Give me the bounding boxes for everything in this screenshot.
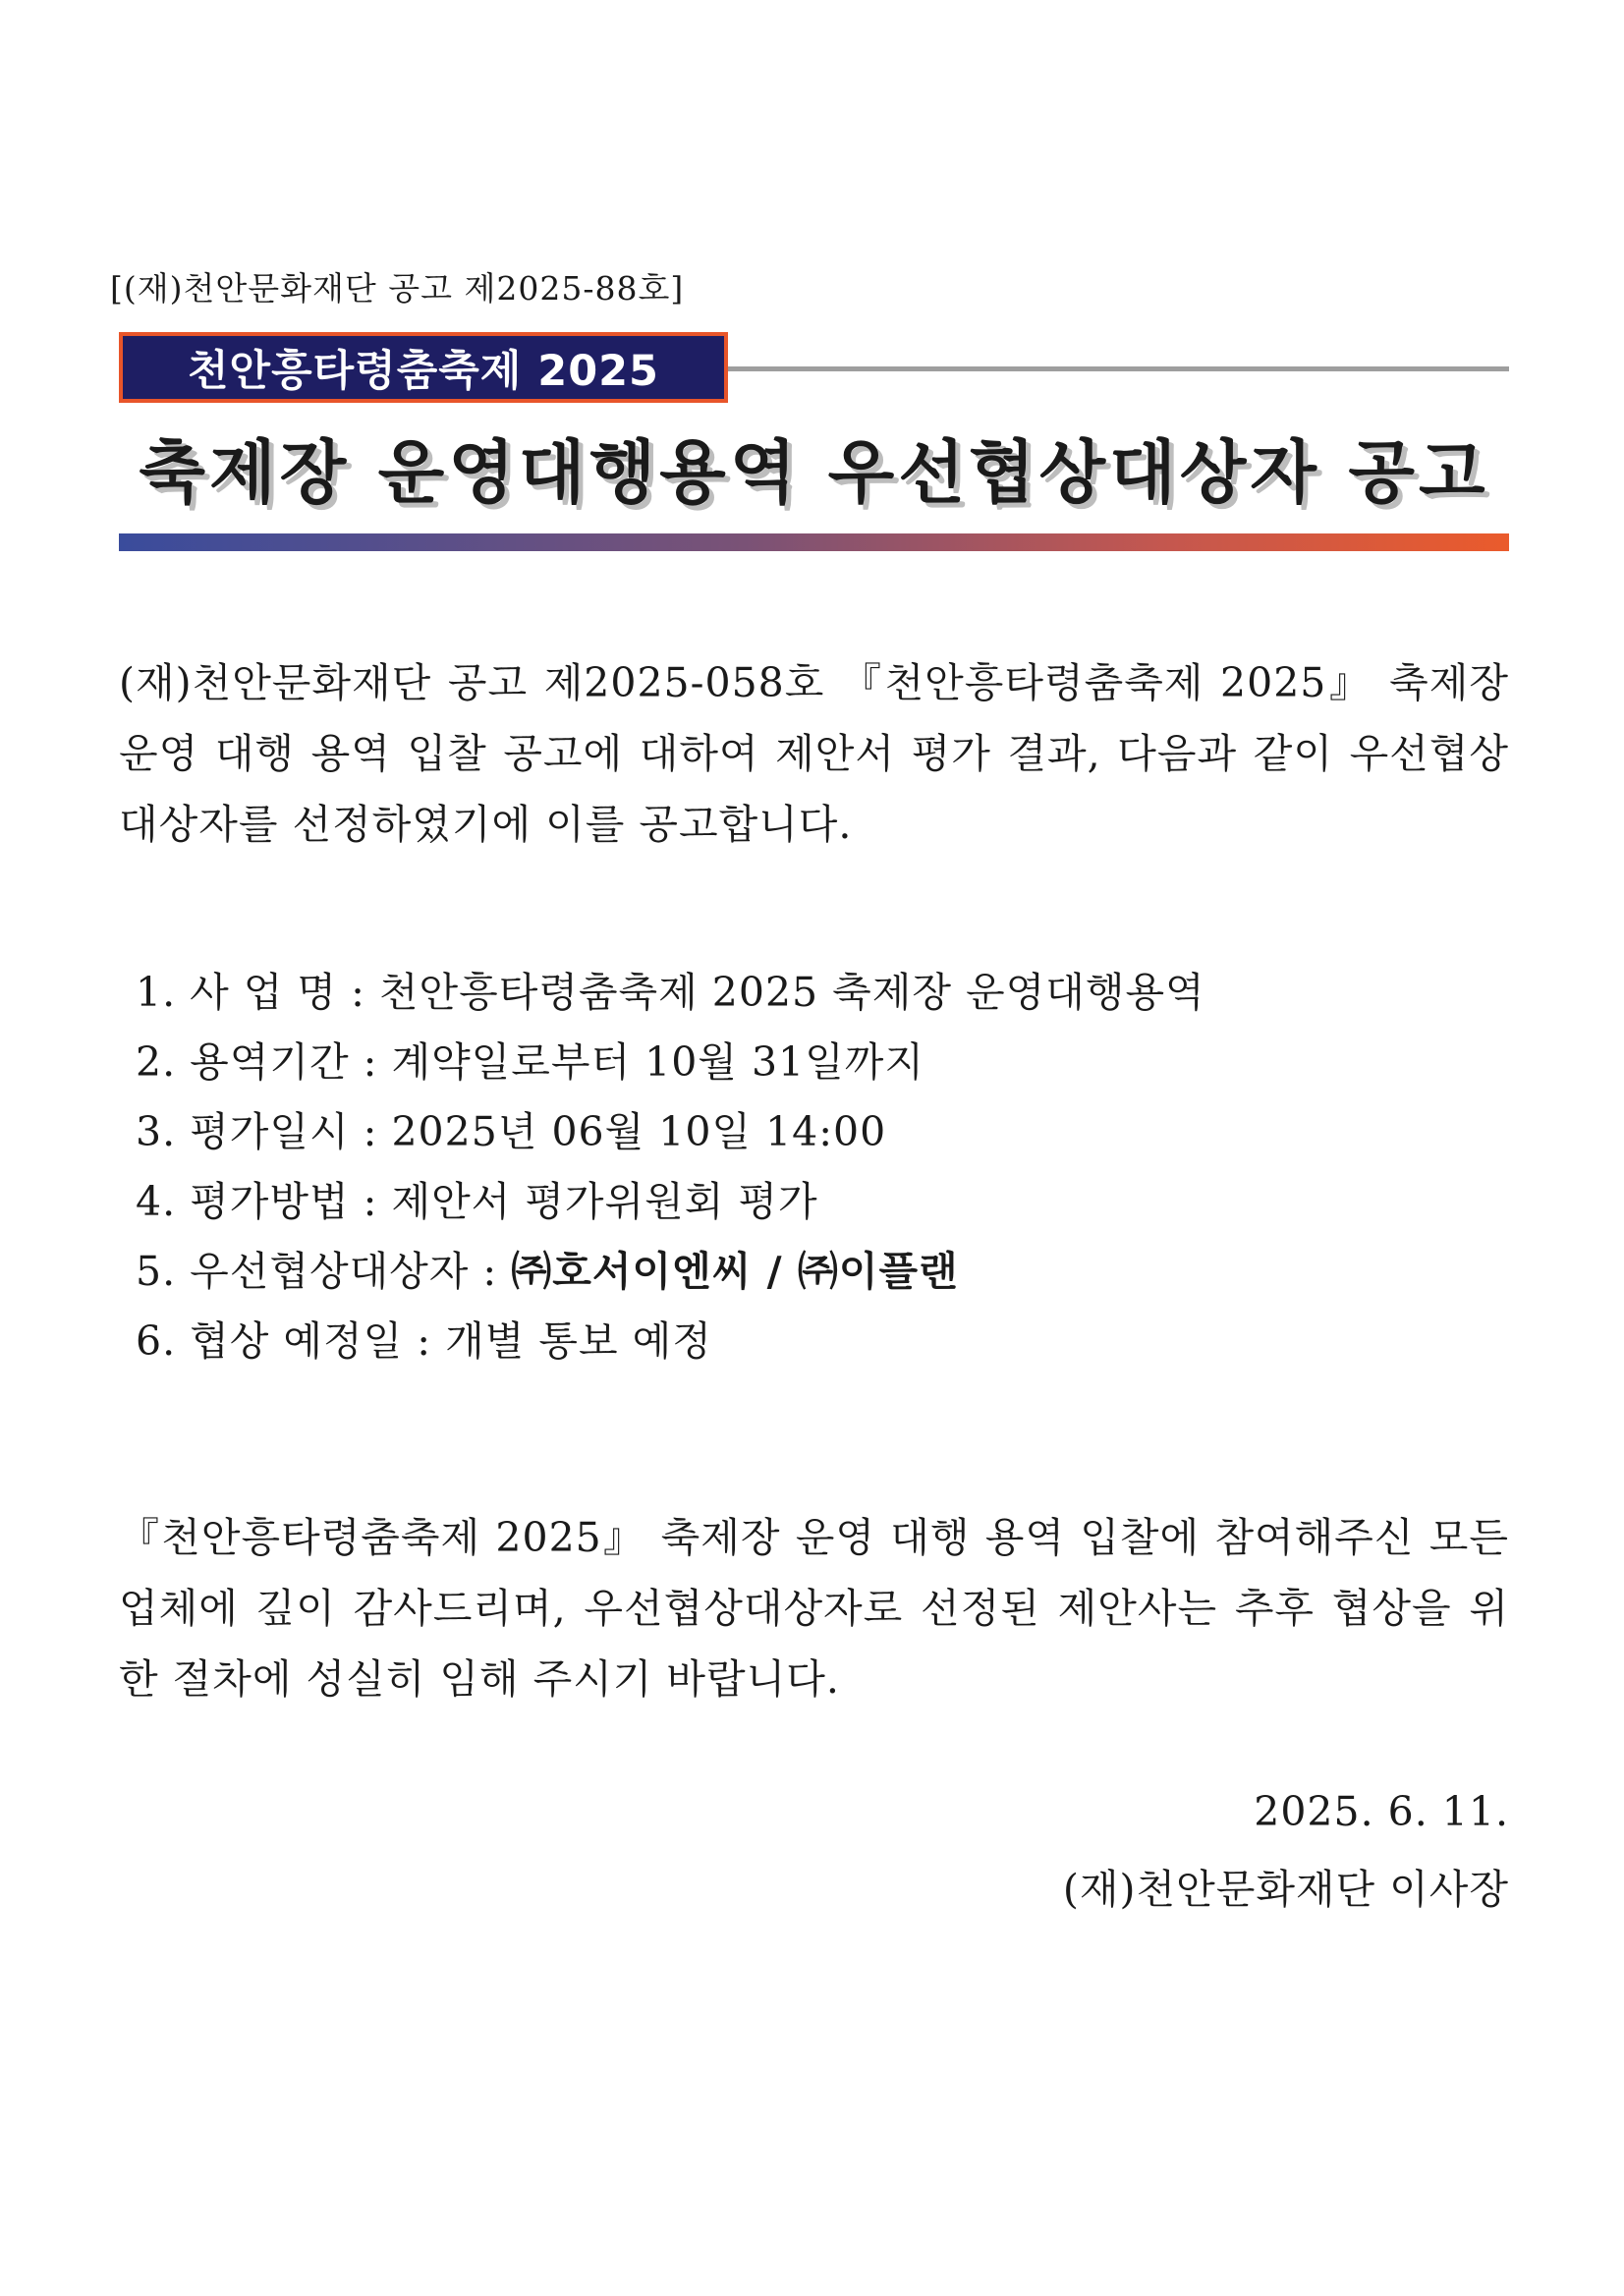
item-value: 계약일로부터 10월 31일까지 <box>391 1038 924 1086</box>
event-banner-text: 천안흥타령춤축제 2025 <box>188 346 659 396</box>
intro-paragraph: (재)천안문화재단 공고 제2025-058호 『천안흥타령춤축제 2025』 축제장 운영 대행 용역 입찰 공고에 대하여 제안서 평가 결과, 다음과 같이 우선협상대상자를 선정하였기에 이를 공고합니다. <box>119 659 1509 848</box>
list-item-evaluation-date <box>136 1097 1205 1167</box>
notice-number: [(재)천안문화재단 공고 제2025-88호] <box>110 269 685 308</box>
item-label: 2. 용역기간 : <box>136 1038 392 1086</box>
item-label: 3. 평가일시 : <box>136 1108 392 1155</box>
detail-list <box>136 958 1205 1376</box>
list-item-evaluation-method <box>136 1167 1205 1237</box>
item-label: 5. 우선협상대상자 : <box>136 1248 512 1295</box>
item-label: 6. 협상 예정일 : <box>136 1317 446 1365</box>
notice-date: 2025. 6. 11. <box>1254 1788 1509 1835</box>
item-label: 1. 사 업 명 : <box>136 969 379 1016</box>
list-item-preferred-bidder <box>136 1237 1205 1307</box>
page-title: 축제장 운영대행용역 우선협상대상자 공고 <box>139 432 1489 513</box>
item-value-bidder: ㈜호서이엔씨 / ㈜이플랜 <box>511 1248 959 1295</box>
item-value: 개별 통보 예정 <box>445 1317 712 1365</box>
event-banner <box>119 332 728 403</box>
banner-divider <box>728 366 1509 371</box>
list-item-business-name <box>136 958 1205 1028</box>
closing-paragraph: 『천안흥타령춤축제 2025』 축제장 운영 대행 용역 입찰에 참여해주신 모든 업체에 깊이 감사드리며, 우선협상대상자로 선정된 제안사는 추후 협상을 위한 절차에 성실히 임해 주시기 바랍니다. <box>119 1514 1509 1703</box>
gradient-divider <box>119 533 1509 551</box>
list-item-service-period <box>136 1028 1205 1097</box>
signer: (재)천안문화재단 이사장 <box>1062 1866 1509 1913</box>
list-item-negotiation-date <box>136 1307 1205 1376</box>
item-value: 제안서 평가위원회 평가 <box>391 1178 818 1225</box>
item-label: 4. 평가방법 : <box>136 1178 392 1225</box>
item-value: 2025년 06월 10일 14:00 <box>391 1108 887 1155</box>
item-value: 천안흥타령춤축제 2025 축제장 운영대행용역 <box>378 969 1205 1016</box>
